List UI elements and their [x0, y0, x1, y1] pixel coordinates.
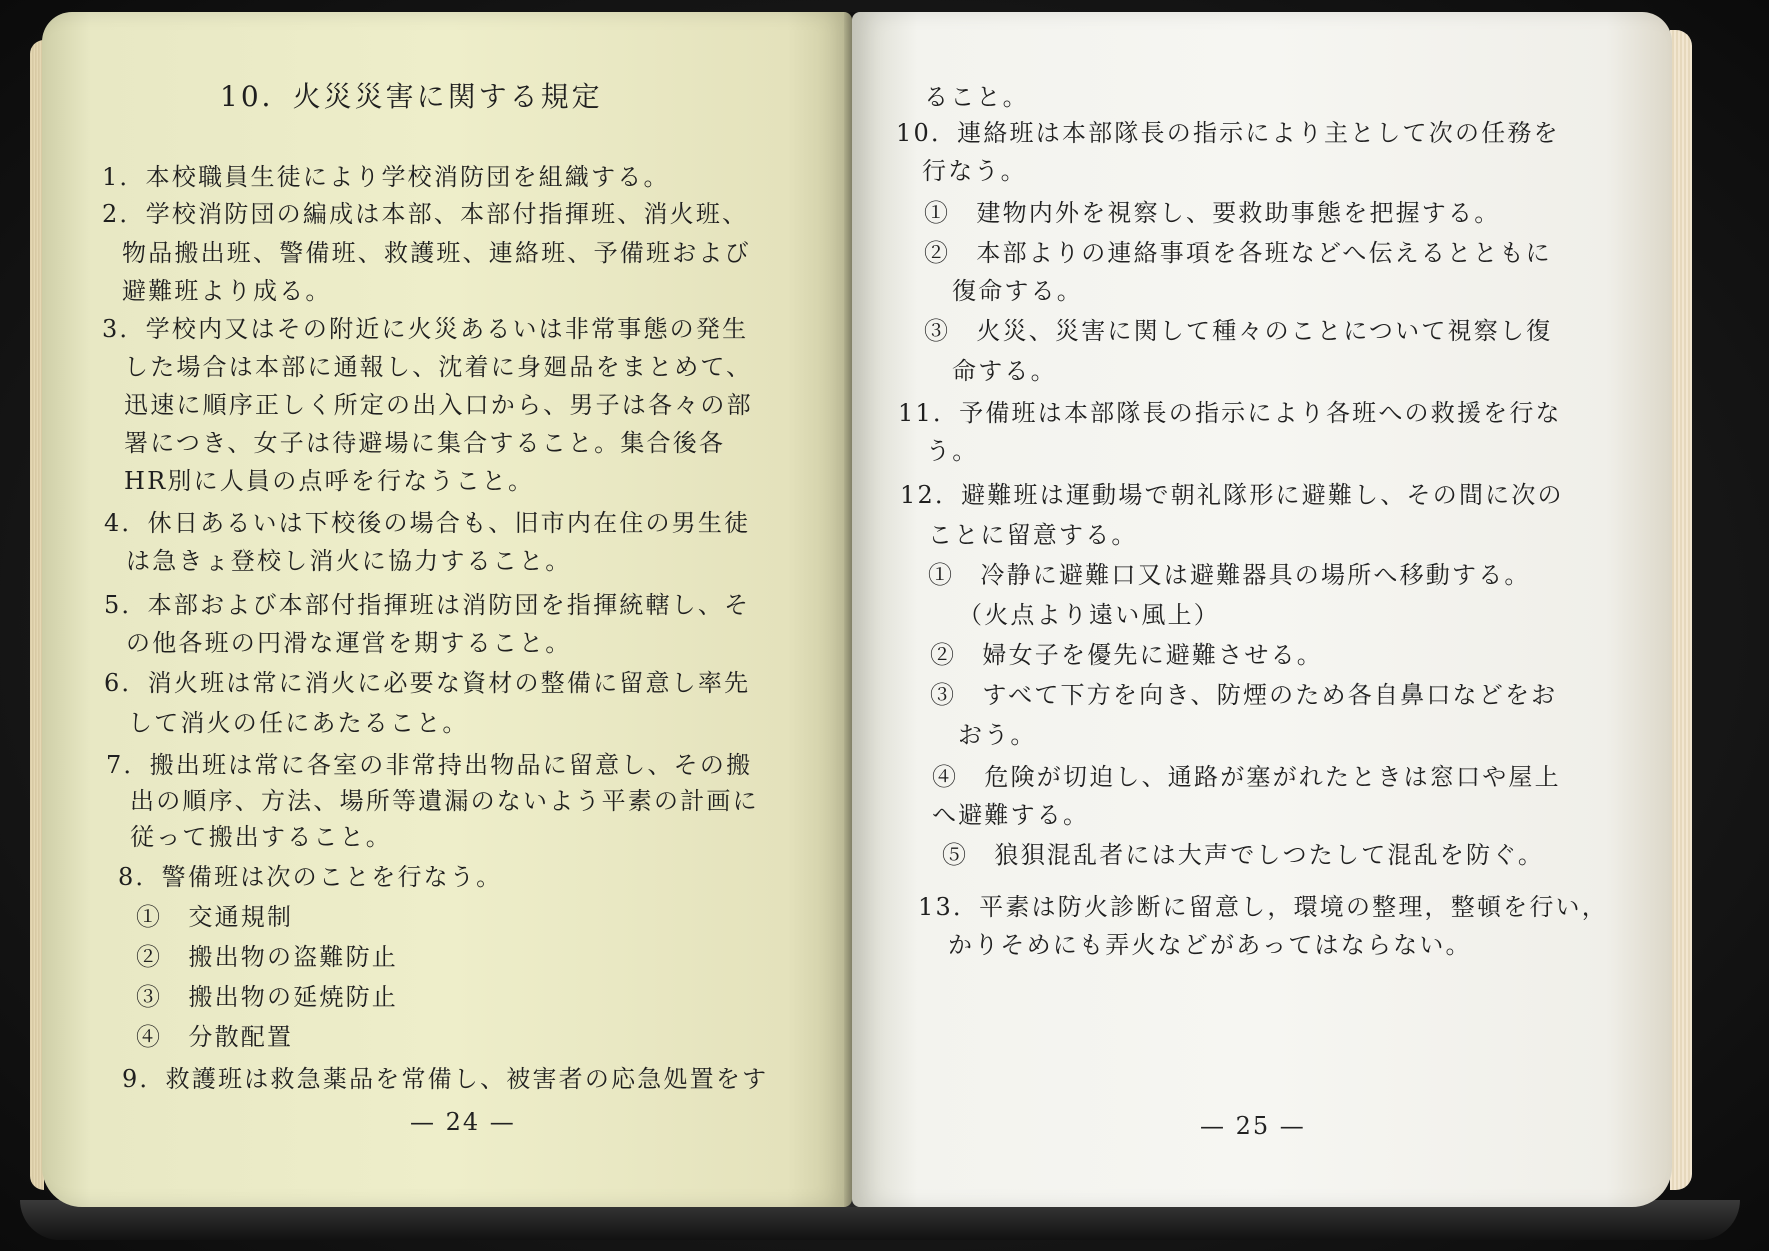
text-line: 6．消火班は常に消火に必要な資材の整備に留意し率先 [104, 669, 751, 697]
list-item: ① 冷静に避難口又は避難器具の場所へ移動する。 [928, 561, 1531, 589]
text-line: 署につき、女子は待避場に集合すること。集合後各 [124, 429, 726, 457]
text-line: 物品搬出班、警備班、救護班、連絡班、予備班および [122, 239, 751, 267]
right-page [852, 12, 1672, 1207]
text-line: 12．避難班は運動場で朝礼隊形に避難し、その間に次の [900, 481, 1564, 509]
text-line: 13．平素は防火診断に留意し，環境の整理，整頓を行い， [918, 893, 1608, 921]
text-line: 4．休日あるいは下校後の場合も、旧市内在住の男生徒 [104, 509, 751, 537]
list-item: ② 搬出物の盗難防止 [136, 943, 398, 971]
list-item: ① 建物内外を視察し、要救助事態を把握する。 [924, 199, 1501, 227]
text-line: して消火の任にあたること。 [128, 709, 469, 737]
text-line: 復命する。 [952, 277, 1083, 305]
section-title: 10．火災災害に関する規定 [220, 80, 603, 113]
text-line: 出の順序、方法、場所等遺漏のないよう平素の計画に [130, 787, 759, 815]
text-line: （火点より遠い風上） [958, 601, 1220, 629]
text-line: 1．本校職員生徒により学校消防団を組織する。 [102, 163, 670, 191]
left-page [42, 12, 852, 1207]
text-line: 9．救護班は救急薬品を常備し、被害者の応急処置をす [122, 1065, 769, 1093]
text-line: へ避難する。 [932, 801, 1090, 829]
page-number: — 24 — [410, 1108, 516, 1136]
list-item: ② 婦女子を優先に避難させる。 [930, 641, 1323, 669]
text-line: 7．搬出班は常に各室の非常持出物品に留意し、その搬 [106, 751, 753, 779]
text-line: 避難班より成る。 [122, 277, 332, 305]
text-line: は急きょ登校し消火に協力すること。 [126, 547, 572, 575]
list-item: ④ 危険が切迫し、通路が塞がれたときは窓口や屋上 [932, 763, 1561, 791]
text-line: の他各班の円滑な運営を期すること。 [126, 629, 572, 657]
text-line: 11．予備班は本部隊長の指示により各班への救援を行な [898, 399, 1562, 427]
list-item: ③ 火災、災害に関して種々のことについて視察し復 [924, 317, 1553, 345]
text-line: 10．連絡班は本部隊長の指示により主として次の任務を [896, 119, 1560, 147]
page-stack-right [1670, 30, 1692, 1190]
list-item: ① 交通規制 [136, 903, 294, 931]
list-item: ③ すべて下方を向き、防煙のため各自鼻口などをお [930, 681, 1558, 709]
text-line: ること。 [924, 83, 1029, 111]
list-item: ③ 搬出物の延焼防止 [136, 983, 398, 1011]
list-item: ④ 分散配置 [136, 1023, 294, 1051]
text-line: 3．学校内又はその附近に火災あるいは非常事態の発生 [102, 315, 749, 343]
text-line: ことに留意する。 [928, 521, 1138, 549]
text-line: う。 [926, 437, 979, 465]
list-item: ⑤ 狼狽混乱者には大声でしつたして混乱を防ぐ。 [942, 841, 1545, 869]
text-line: 2．学校消防団の編成は本部、本部付指揮班、消火班、 [102, 200, 749, 228]
list-item: ② 本部よりの連絡事項を各班などへ伝えるとともに [924, 239, 1552, 267]
text-line: 命する。 [952, 357, 1057, 385]
text-line: 行なう。 [922, 157, 1027, 185]
text-line: 5．本部および本部付指揮班は消防団を指揮統轄し、そ [104, 591, 751, 619]
text-line: HR別に人員の点呼を行なうこと。 [124, 467, 535, 495]
text-line: 従って搬出すること。 [130, 823, 392, 851]
text-line: した場合は本部に通報し、沈着に身廻品をまとめて、 [124, 353, 753, 381]
page-number: — 25 — [1200, 1112, 1306, 1140]
text-line: おう。 [958, 721, 1037, 749]
text-line: 8．警備班は次のことを行なう。 [118, 863, 503, 891]
text-line: かりそめにも弄火などがあってはならない。 [948, 931, 1472, 959]
text-line: 迅速に順序正しく所定の出入口から、男子は各々の部 [124, 391, 753, 419]
